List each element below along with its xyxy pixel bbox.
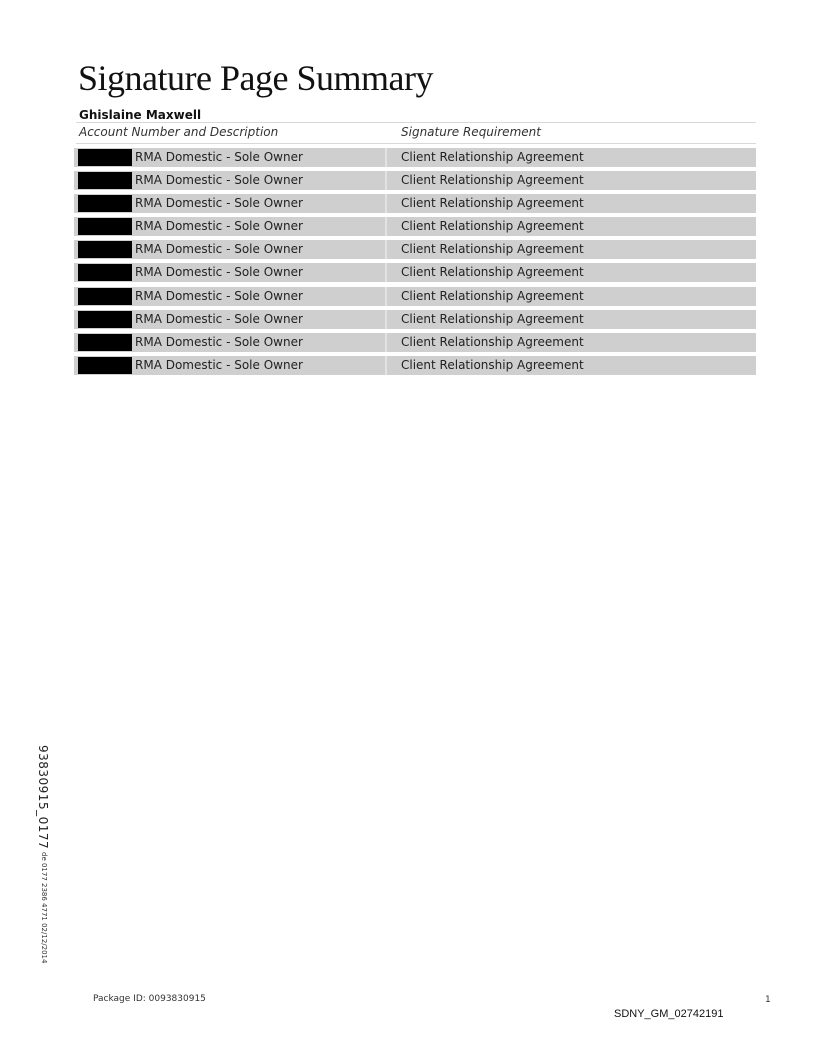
redacted-account-number (78, 172, 132, 189)
signature-requirement: Client Relationship Agreement (401, 150, 584, 164)
redacted-account-number (78, 264, 132, 281)
redacted-account-number (78, 288, 132, 305)
signature-requirement: Client Relationship Agreement (401, 311, 584, 326)
account-description: RMA Domestic - Sole Owner (135, 242, 303, 257)
account-description: RMA Domestic - Sole Owner (135, 334, 303, 349)
redacted-account-number (78, 334, 132, 351)
signature-requirement: Client Relationship Agreement (401, 288, 584, 303)
redacted-account-number (78, 195, 132, 212)
signature-requirement: Client Relationship Agreement (401, 219, 584, 234)
column-divider (385, 148, 387, 167)
header-rule-bottom (76, 143, 756, 144)
column-header-requirement: Signature Requirement (401, 125, 541, 139)
account-description: RMA Domestic - Sole Owner (135, 311, 303, 326)
margin-document-code: de 0177 2386 4771 02/12/2014 (40, 852, 48, 964)
signature-requirement: Client Relationship Agreement (401, 242, 584, 257)
footer-page-number: 1 (765, 995, 771, 1005)
table-row (74, 263, 756, 282)
account-description: RMA Domestic - Sole Owner (135, 357, 303, 372)
column-header-account: Account Number and Description (79, 125, 279, 139)
column-divider (385, 310, 387, 329)
page-title: Signature Page Summary (78, 58, 433, 98)
column-divider (385, 333, 387, 352)
table-row (74, 356, 756, 375)
redacted-account-number (78, 218, 132, 235)
header-rule-top (76, 122, 756, 123)
signature-requirement: Client Relationship Agreement (401, 173, 584, 188)
account-description: RMA Domestic - Sole Owner (135, 288, 303, 303)
client-name: Ghislaine Maxwell (79, 108, 202, 122)
redacted-account-number (78, 149, 132, 166)
signature-requirement: Client Relationship Agreement (401, 334, 584, 349)
table-row (74, 171, 756, 190)
table-row (74, 240, 756, 259)
table-row (74, 310, 756, 329)
footer-bates-number: SDNY_GM_02742191 (614, 1008, 724, 1020)
redacted-account-number (78, 241, 132, 258)
column-divider (385, 356, 387, 375)
table-row (74, 333, 756, 352)
signature-requirement: Client Relationship Agreement (401, 265, 584, 280)
table-row (74, 287, 756, 306)
account-description: RMA Domestic - Sole Owner (135, 219, 303, 234)
table-row (74, 194, 756, 213)
redacted-account-number (78, 311, 132, 328)
column-divider (385, 287, 387, 306)
account-table (74, 148, 756, 379)
account-description: RMA Domestic - Sole Owner (135, 196, 303, 211)
signature-requirement: Client Relationship Agreement (401, 357, 584, 372)
column-divider (385, 240, 387, 259)
table-row (74, 217, 756, 236)
signature-requirement: Client Relationship Agreement (401, 196, 584, 211)
account-description: RMA Domestic - Sole Owner (135, 265, 303, 280)
redacted-account-number (78, 357, 132, 374)
table-row (74, 148, 756, 167)
account-description: RMA Domestic - Sole Owner (135, 173, 303, 188)
column-divider (385, 171, 387, 190)
account-description: RMA Domestic - Sole Owner (135, 150, 303, 164)
column-divider (385, 194, 387, 213)
margin-document-id: 93830915_0177 (36, 745, 50, 850)
footer-package-id: Package ID: 0093830915 (93, 994, 206, 1004)
column-divider (385, 217, 387, 236)
column-divider (385, 263, 387, 282)
